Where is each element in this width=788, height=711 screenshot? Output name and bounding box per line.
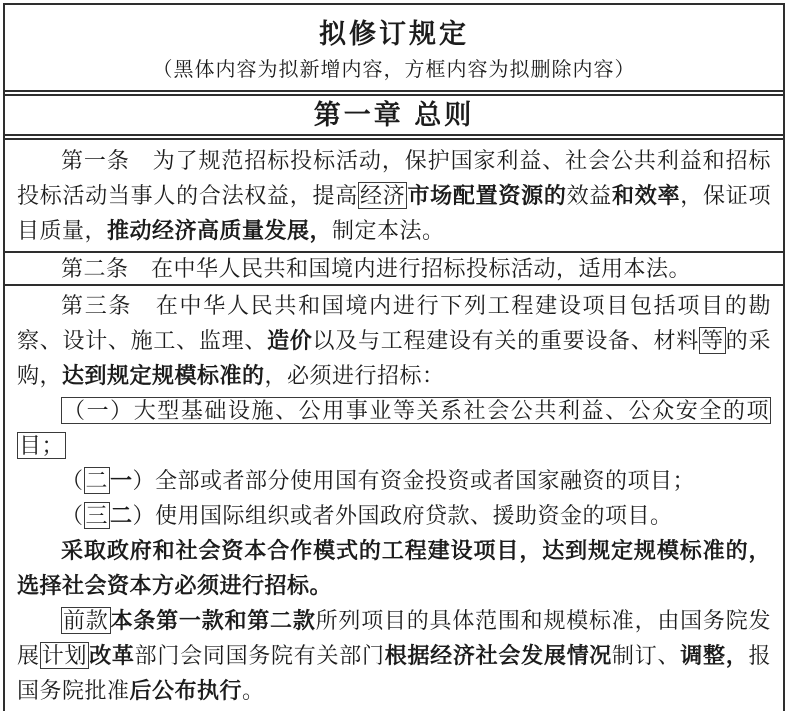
text-segment: 效益 — [566, 183, 613, 208]
text-segment: ，必须进行招标： — [264, 363, 445, 388]
article-1-text — [17, 143, 771, 248]
article-3-row — [5, 284, 783, 711]
article-2-row — [5, 251, 783, 284]
doc-title: 拟修订规定 — [319, 19, 469, 49]
text-segment: （ — [61, 468, 84, 493]
chapter-heading: 第一章 总则 — [313, 100, 475, 130]
article-1-row — [5, 134, 783, 251]
deleted-content-segment: 等 — [700, 328, 724, 353]
new-content-segment: 一 — [110, 468, 133, 493]
text-segment: ，保证项目质量， — [17, 183, 771, 243]
text-segment: （ — [61, 503, 84, 528]
new-content-segment: 后公布执行 — [129, 678, 243, 703]
text-segment: ）全部或者部分使用国有资金投资或者国家融资的项目； — [132, 468, 696, 493]
article-3-item-1 — [17, 393, 771, 463]
deleted-content-segment: 计划 — [41, 643, 88, 668]
deleted-content-segment: 经济 — [359, 183, 406, 208]
article-2-text — [17, 254, 771, 283]
new-content-segment: 采取政府和社会资本合作模式的工程建设项目，达到规定规模标准的，选择社会资本方必须进行招标。 — [17, 538, 771, 598]
new-content-segment: 根据经济社会发展情况 — [384, 643, 613, 668]
text-segment: 第一条 为了规范招标投标活动，保护国家利益、社会公共利益和招标投标活动当事人的合法权益，提高 — [17, 148, 771, 208]
deleted-content-segment: 前款 — [63, 608, 109, 633]
text-segment: 所列项目的具体范围和规模标准，由国务院发展 — [17, 608, 771, 668]
text-segment: ）使用国际组织或者外国政府贷款、援助资金的项目。 — [132, 503, 673, 528]
doc-legend: （黑体内容为拟新增内容，方框内容为拟删除内容） — [152, 59, 636, 81]
new-content-segment: 改革 — [89, 643, 135, 668]
revision-document-table — [3, 3, 785, 711]
chapter-section — [5, 90, 783, 134]
new-content-segment: 市场配置资源的 — [407, 183, 567, 208]
title-section — [5, 5, 783, 90]
text-segment: 制定本法。 — [332, 218, 445, 243]
article-3-ppp-clause — [17, 533, 771, 603]
text-segment: 第三条 在中华人民共和国境内进行下列工程建设项目包括项目的勘察、设计、施工、监理、 — [17, 293, 771, 353]
new-content-segment: 二 — [110, 503, 133, 528]
new-content-segment: 达到规定规模标准的 — [62, 363, 265, 388]
text-segment: 制订、 — [612, 643, 681, 668]
text-segment: 部门会同国务院有关部门 — [134, 643, 385, 668]
deleted-content-segment: 二 — [85, 468, 109, 493]
deleted-content-segment: （一）大型基础设施、公用事业等关系社会公共利益、公众安全的项目； — [19, 398, 769, 458]
text-segment: 报国务院批准 — [17, 643, 771, 703]
article-3-intro — [17, 288, 771, 393]
new-content-segment: 和效率 — [612, 183, 681, 208]
text-segment: 。 — [242, 678, 265, 703]
text-segment: 第二条 在中华人民共和国境内进行招标投标活动，适用本法。 — [61, 256, 692, 281]
new-content-segment: 推动经济高质量发展， — [107, 218, 333, 243]
article-3-item-3 — [17, 498, 771, 533]
deleted-content-segment: 三 — [85, 503, 109, 528]
article-3-scope-clause — [17, 603, 771, 708]
text-segment: 以及与工程建设有关的重要设备、材料 — [312, 328, 699, 353]
new-content-segment: 调整， — [680, 643, 749, 668]
new-content-segment: 造价 — [267, 328, 313, 353]
text-segment: 的采购， — [17, 328, 771, 388]
new-content-segment: 本条第一款和第二款 — [110, 608, 316, 633]
article-3-item-2 — [17, 463, 771, 498]
